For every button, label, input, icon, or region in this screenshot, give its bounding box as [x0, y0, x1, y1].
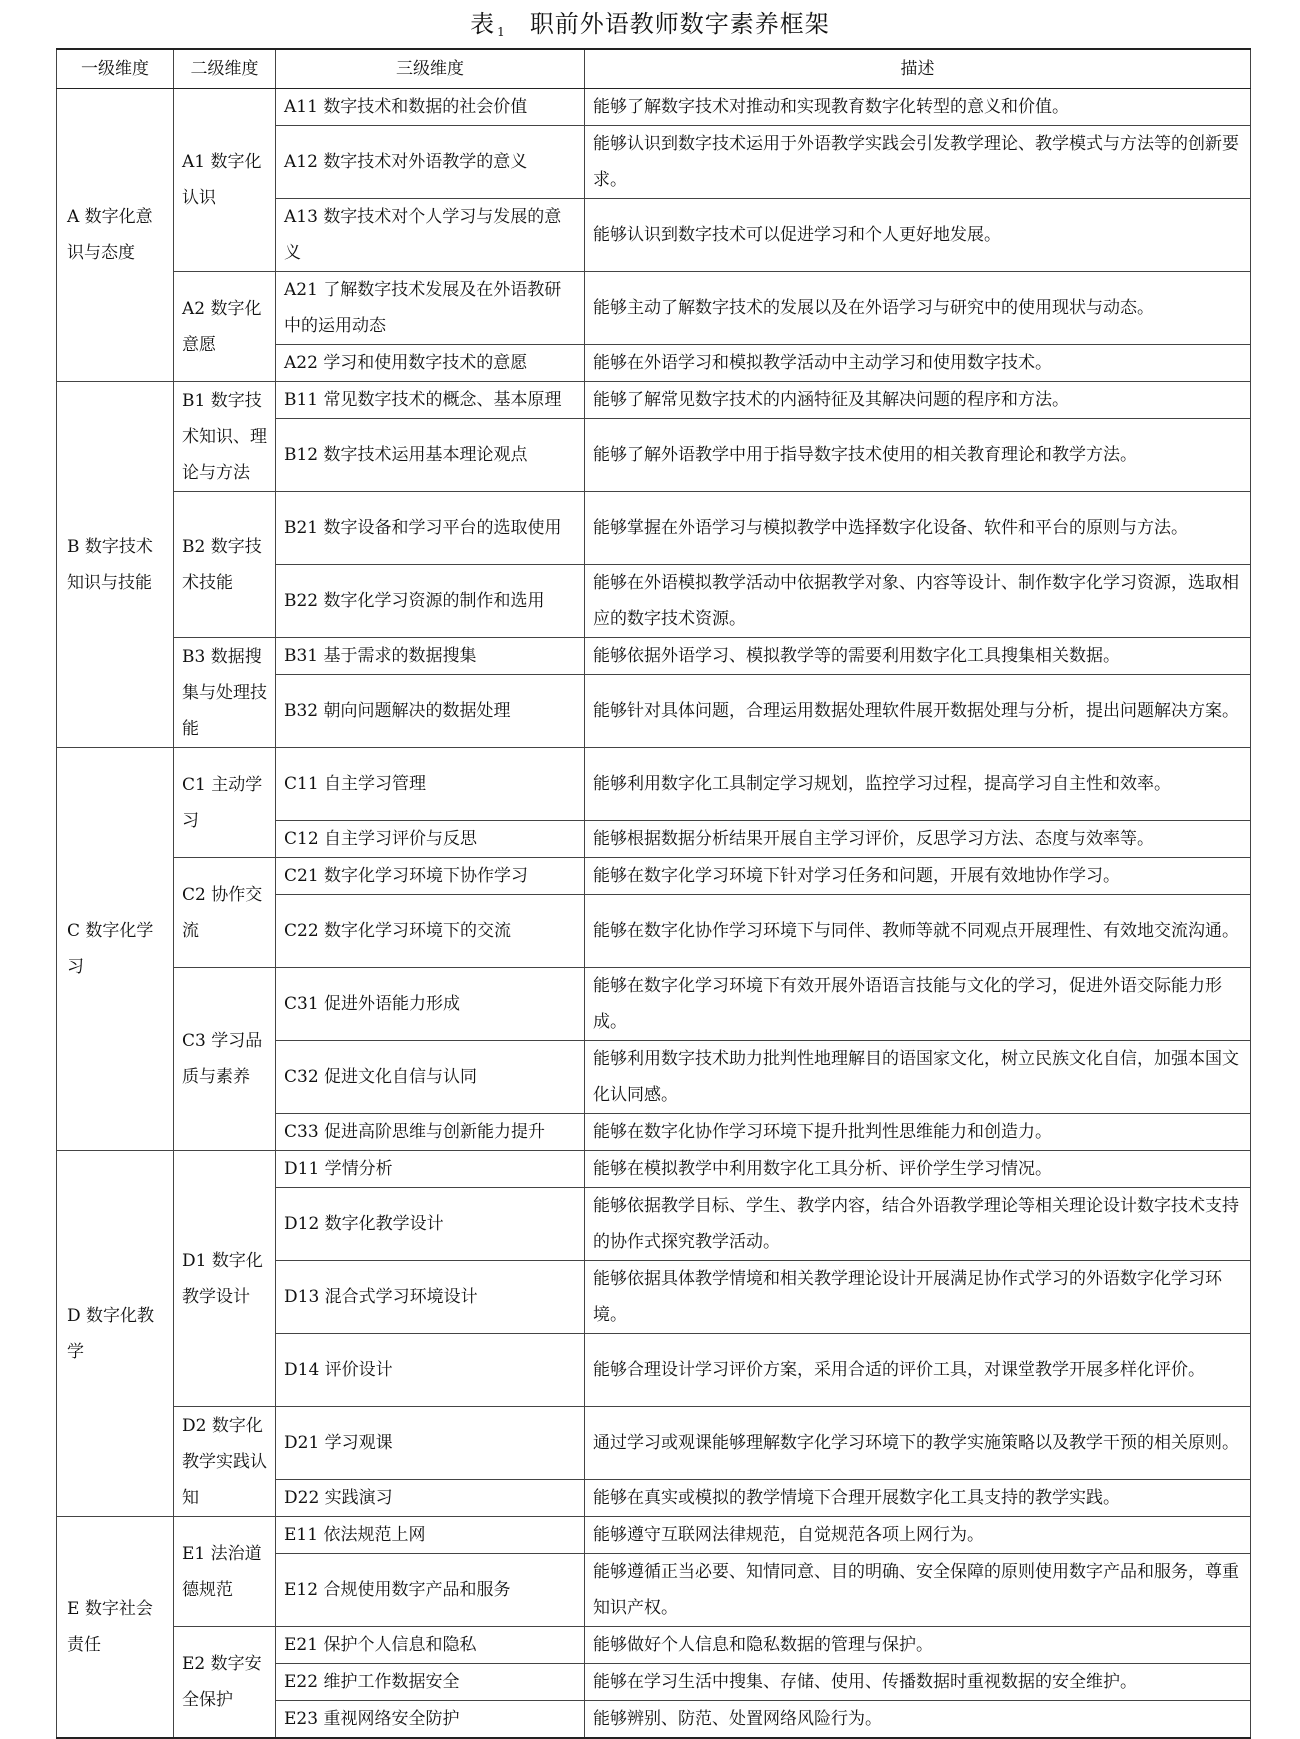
level3-cell: D13 混合式学习环境设计: [276, 1261, 585, 1334]
header-level3: 三级维度: [276, 49, 585, 89]
table-row: [57, 1627, 1251, 1664]
level3-cell: A12 数字技术对外语教学的意义: [276, 126, 585, 199]
level3-cell: A22 学习和使用数字技术的意愿: [276, 345, 585, 382]
table-caption: [0, 4, 1300, 44]
table-row: [57, 638, 1251, 675]
level3-cell: D11 学情分析: [276, 1151, 585, 1188]
table-row: [57, 748, 1251, 821]
table-row: [57, 1407, 1251, 1480]
description-cell: 能够了解数字技术对推动和实现教育数字化转型的意义和价值。: [585, 89, 1251, 126]
description-cell: 能够在数字化协作学习环境下提升批判性思维能力和创造力。: [585, 1114, 1251, 1151]
caption-title: 职前外语教师数字素养框架: [529, 10, 830, 38]
level2-cell: A2 数字化意愿: [174, 272, 276, 382]
level3-cell: B31 基于需求的数据搜集: [276, 638, 585, 675]
level3-cell: E12 合规使用数字产品和服务: [276, 1554, 585, 1627]
level3-cell: D12 数字化教学设计: [276, 1188, 585, 1261]
table-row: [57, 968, 1251, 1041]
level2-cell: E2 数字安全保护: [174, 1627, 276, 1739]
description-cell: 能够认识到数字技术可以促进学习和个人更好地发展。: [585, 199, 1251, 272]
level2-cell: E1 法治道德规范: [174, 1517, 276, 1627]
description-cell: 能够遵循正当必要、知情同意、目的明确、安全保障的原则使用数字产品和服务，尊重知识产权。: [585, 1554, 1251, 1627]
table-row: [57, 272, 1251, 345]
description-cell: 能够利用数字化工具制定学习规划，监控学习过程，提高学习自主性和效率。: [585, 748, 1251, 821]
level1-cell: C 数字化学习: [57, 748, 174, 1151]
level3-cell: C32 促进文化自信与认同: [276, 1041, 585, 1114]
level3-cell: D22 实践演习: [276, 1480, 585, 1517]
description-cell: 能够在数字化学习环境下针对学习任务和问题，开展有效地协作学习。: [585, 858, 1251, 895]
level1-cell: D 数字化教学: [57, 1151, 174, 1517]
level3-cell: D14 评价设计: [276, 1334, 585, 1407]
description-cell: 能够根据数据分析结果开展自主学习评价，反思学习方法、态度与效率等。: [585, 821, 1251, 858]
table-row: [57, 1517, 1251, 1554]
level1-cell: E 数字社会责任: [57, 1517, 174, 1739]
table-body: [57, 89, 1251, 1739]
header-level1: 一级维度: [57, 49, 174, 89]
level3-cell: C33 促进高阶思维与创新能力提升: [276, 1114, 585, 1151]
level3-cell: C12 自主学习评价与反思: [276, 821, 585, 858]
table-row: [57, 858, 1251, 895]
level2-cell: C3 学习品质与素养: [174, 968, 276, 1151]
level2-cell: C1 主动学习: [174, 748, 276, 858]
description-cell: 能够认识到数字技术运用于外语教学实践会引发教学理论、教学模式与方法等的创新要求。: [585, 126, 1251, 199]
table-row: [57, 89, 1251, 126]
level3-cell: B22 数字化学习资源的制作和选用: [276, 565, 585, 638]
level3-cell: C31 促进外语能力形成: [276, 968, 585, 1041]
level3-cell: B12 数字技术运用基本理论观点: [276, 419, 585, 492]
level3-cell: E11 依法规范上网: [276, 1517, 585, 1554]
description-cell: 能够依据具体教学情境和相关教学理论设计开展满足协作式学习的外语数字化学习环境。: [585, 1261, 1251, 1334]
level2-cell: B3 数据搜集与处理技能: [174, 638, 276, 748]
level2-cell: A1 数字化认识: [174, 89, 276, 272]
caption-subscript: 1: [497, 25, 506, 39]
description-cell: 能够遵守互联网法律规范，自觉规范各项上网行为。: [585, 1517, 1251, 1554]
description-cell: 能够掌握在外语学习与模拟教学中选择数字化设备、软件和平台的原则与方法。: [585, 492, 1251, 565]
level3-cell: D21 学习观课: [276, 1407, 585, 1480]
description-cell: 能够合理设计学习评价方案，采用合适的评价工具，对课堂教学开展多样化评价。: [585, 1334, 1251, 1407]
framework-table: [56, 48, 1251, 1739]
level2-cell: B2 数字技术技能: [174, 492, 276, 638]
table-row: [57, 1151, 1251, 1188]
description-cell: 能够在外语学习和模拟教学活动中主动学习和使用数字技术。: [585, 345, 1251, 382]
description-cell: 能够利用数字技术助力批判性地理解目的语国家文化，树立民族文化自信，加强本国文化认同感。: [585, 1041, 1251, 1114]
description-cell: 能够依据教学目标、学生、教学内容，结合外语教学理论等相关理论设计数字技术支持的协作式探究教学活动。: [585, 1188, 1251, 1261]
description-cell: 能够在数字化协作学习环境下与同伴、教师等就不同观点开展理性、有效地交流沟通。: [585, 895, 1251, 968]
level2-cell: C2 协作交流: [174, 858, 276, 968]
description-cell: 能够在真实或模拟的教学情境下合理开展数字化工具支持的教学实践。: [585, 1480, 1251, 1517]
header-row: [57, 49, 1251, 89]
description-cell: 能够在数字化学习环境下有效开展外语语言技能与文化的学习，促进外语交际能力形成。: [585, 968, 1251, 1041]
level2-cell: D1 数字化教学设计: [174, 1151, 276, 1407]
table-row: [57, 382, 1251, 419]
level1-cell: A 数字化意识与态度: [57, 89, 174, 382]
description-cell: 能够在外语模拟教学活动中依据教学对象、内容等设计、制作数字化学习资源，选取相应的数字技术资源。: [585, 565, 1251, 638]
level2-cell: B1 数字技术知识、理论与方法: [174, 382, 276, 492]
level3-cell: B21 数字设备和学习平台的选取使用: [276, 492, 585, 565]
level1-cell: B 数字技术知识与技能: [57, 382, 174, 748]
description-cell: 能够在模拟教学中利用数字化工具分析、评价学生学习情况。: [585, 1151, 1251, 1188]
description-cell: 通过学习或观课能够理解数字化学习环境下的教学实施策略以及教学干预的相关原则。: [585, 1407, 1251, 1480]
description-cell: 能够针对具体问题，合理运用数据处理软件展开数据处理与分析，提出问题解决方案。: [585, 675, 1251, 748]
level2-cell: D2 数字化教学实践认知: [174, 1407, 276, 1517]
header-description: 描述: [585, 49, 1251, 89]
level3-cell: B11 常见数字技术的概念、基本原理: [276, 382, 585, 419]
level3-cell: C22 数字化学习环境下的交流: [276, 895, 585, 968]
description-cell: 能够依据外语学习、模拟教学等的需要利用数字化工具搜集相关数据。: [585, 638, 1251, 675]
description-cell: 能够了解常见数字技术的内涵特征及其解决问题的程序和方法。: [585, 382, 1251, 419]
level3-cell: A11 数字技术和数据的社会价值: [276, 89, 585, 126]
table-row: [57, 492, 1251, 565]
level3-cell: E22 维护工作数据安全: [276, 1664, 585, 1701]
description-cell: 能够了解外语教学中用于指导数字技术使用的相关教育理论和教学方法。: [585, 419, 1251, 492]
description-cell: 能够辨别、防范、处置网络风险行为。: [585, 1701, 1251, 1739]
level3-cell: C11 自主学习管理: [276, 748, 585, 821]
level3-cell: A13 数字技术对个人学习与发展的意义: [276, 199, 585, 272]
description-cell: 能够主动了解数字技术的发展以及在外语学习与研究中的使用现状与动态。: [585, 272, 1251, 345]
caption-prefix: 表: [470, 10, 496, 38]
header-level2: 二级维度: [174, 49, 276, 89]
level3-cell: C21 数字化学习环境下协作学习: [276, 858, 585, 895]
level3-cell: E21 保护个人信息和隐私: [276, 1627, 585, 1664]
description-cell: 能够做好个人信息和隐私数据的管理与保护。: [585, 1627, 1251, 1664]
level3-cell: E23 重视网络安全防护: [276, 1701, 585, 1739]
level3-cell: B32 朝向问题解决的数据处理: [276, 675, 585, 748]
level3-cell: A21 了解数字技术发展及在外语教研中的运用动态: [276, 272, 585, 345]
description-cell: 能够在学习生活中搜集、存储、使用、传播数据时重视数据的安全维护。: [585, 1664, 1251, 1701]
